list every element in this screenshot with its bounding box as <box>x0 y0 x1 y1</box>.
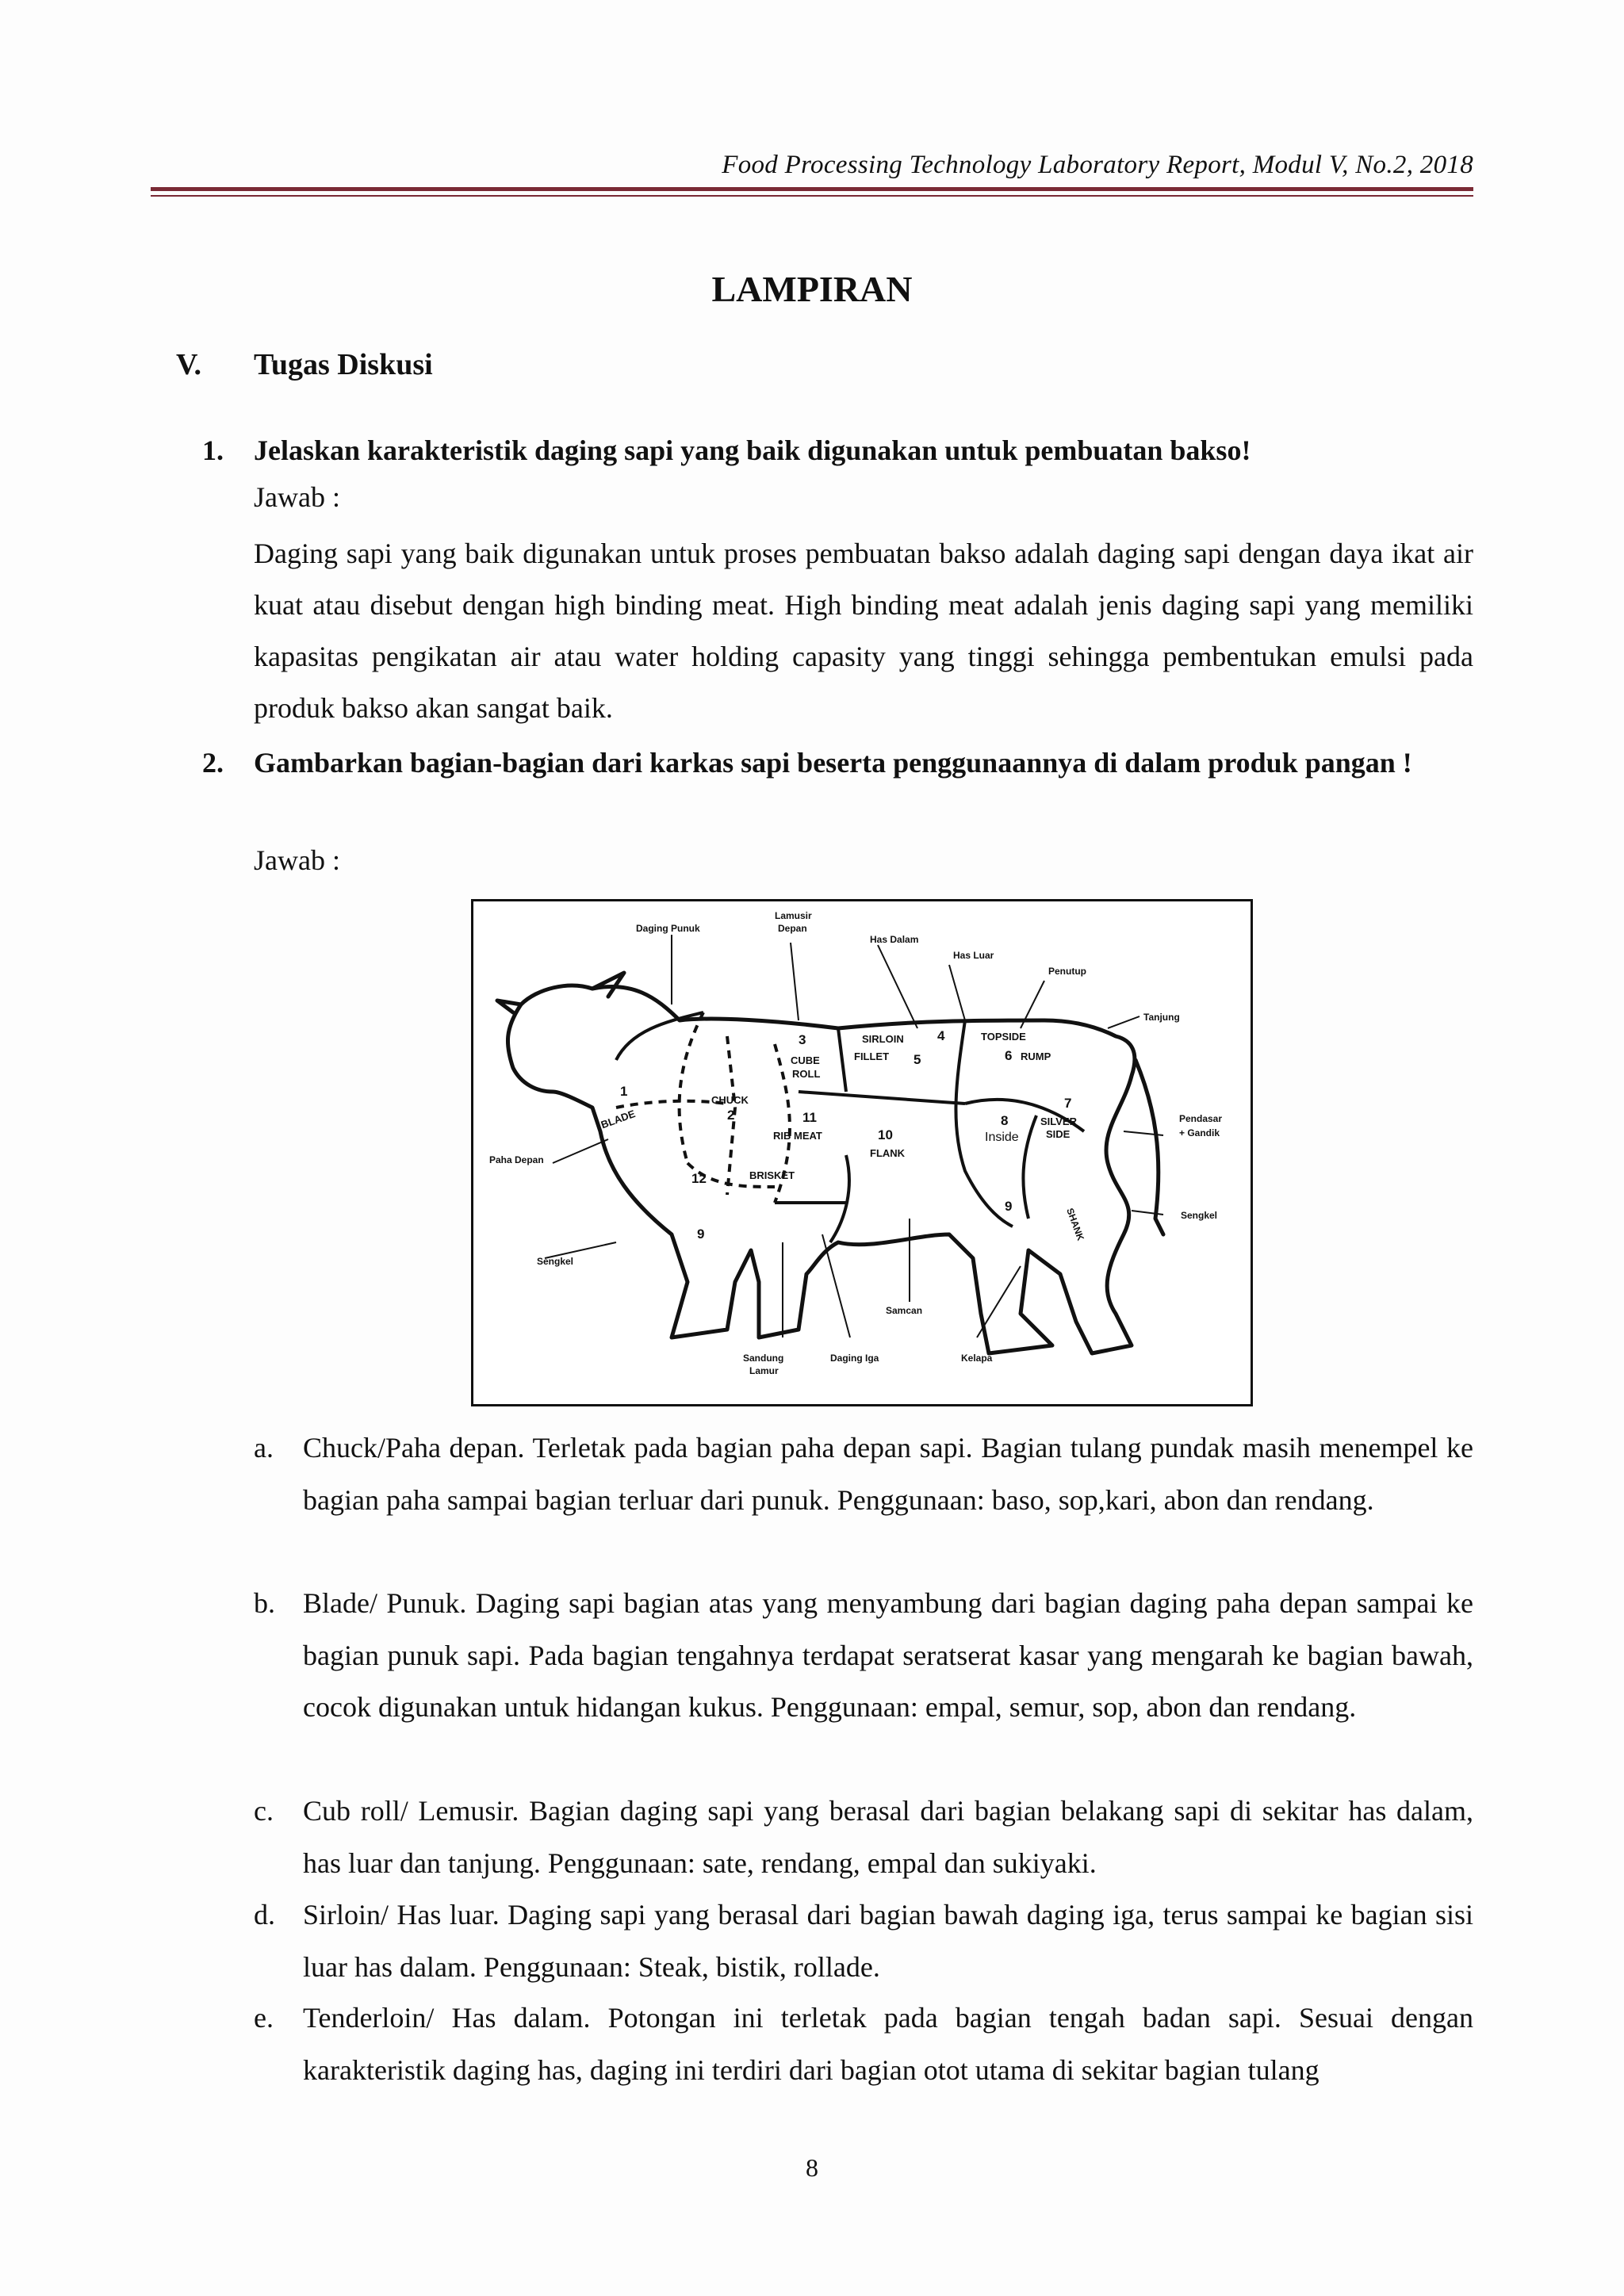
cut-8-number: 8 <box>1001 1113 1009 1128</box>
list-item-letter: e. <box>254 2002 274 2034</box>
q1-number: 1. <box>202 434 224 466</box>
cut-6-number: 6 <box>1005 1048 1013 1063</box>
page-title: LAMPIRAN <box>711 269 913 309</box>
cut-brisket-label: BRISKET <box>749 1169 795 1181</box>
list-item-letter: c. <box>254 1795 274 1827</box>
label-lamur: Lamur <box>749 1365 779 1376</box>
cut-inside-label: Inside <box>985 1131 1019 1144</box>
q1-question: Jelaskan karakteristik daging sapi yang baik digunakan untuk pembuatan bakso! <box>254 434 1251 466</box>
label-paha-depan: Paha Depan <box>489 1154 544 1165</box>
cut-flank-label: FLANK <box>870 1147 906 1159</box>
q2-answer-label: Jawab : <box>254 844 340 876</box>
q1-answer-label: Jawab : <box>254 481 340 513</box>
cut-11-number: 11 <box>802 1110 817 1125</box>
cut-shank-label: SHANK <box>1064 1206 1086 1242</box>
cut-5-number: 5 <box>914 1052 921 1067</box>
label-has-luar: Has Luar <box>953 950 994 961</box>
header-rule-thick <box>151 187 1473 191</box>
list-item-c <box>254 1785 1473 1889</box>
label-sengkel-left: Sengkel <box>537 1256 574 1267</box>
header-rule-thin <box>151 195 1473 197</box>
cut-cube-label: CUBE <box>791 1054 820 1066</box>
label-gandik: + Gandik <box>1179 1127 1220 1138</box>
label-samcan: Samcan <box>886 1305 923 1316</box>
cut-9-front-number: 9 <box>697 1226 705 1242</box>
cut-rump-label: RUMP <box>1021 1050 1051 1062</box>
cut-blade-label: BLADE <box>599 1107 638 1131</box>
list-item-text: Blade/ Punuk. Daging sapi bagian atas yang menyambung dari bagian daging paha depan sampai ke bagian punuk sapi. Pada bagian tengahnya terdapat seratserat kasar yang mengarah ke bagian bawah, cocok digunakan untuk hidangan kukus. Penggunaan: empal, semur, sop, abon dan rendang. <box>303 1587 1473 1723</box>
cut-1-number: 1 <box>620 1084 628 1099</box>
cut-roll-label: ROLL <box>792 1068 821 1080</box>
list-item-letter: d. <box>254 1899 275 1931</box>
label-sengkel-right: Sengkel <box>1181 1210 1218 1221</box>
section-number: V. <box>176 348 202 381</box>
label-pendasar: Pendasar <box>1179 1113 1223 1124</box>
label-sandung: Sandung <box>743 1353 784 1364</box>
list-item-text: Sirloin/ Has luar. Daging sapi yang berasal dari bagian bawah daging iga, terus sampai ke bagian sisi luar has dalam. Penggunaan: Steak, bistik, rollade. <box>303 1899 1473 1983</box>
list-item-letter: a. <box>254 1432 274 1464</box>
running-header: Food Processing Technology Laboratory Report, Modul V, No.2, 2018 <box>722 151 1473 179</box>
cow-outline <box>508 985 1134 1353</box>
list-item-text: Tenderloin/ Has dalam. Potongan ini terletak pada bagian tengah badan sapi. Sesuai dengan karakteristik daging has, daging ini terdiri dari bagian otot utama di sekitar bagian tulang <box>303 2002 1473 2086</box>
cut-9-rear-number: 9 <box>1005 1199 1013 1214</box>
section-title: Tugas Diskusi <box>254 348 433 381</box>
cut-sirloin-label: SIRLOIN <box>862 1033 904 1045</box>
label-depan: Depan <box>778 923 807 934</box>
list-item-text: Chuck/Paha depan. Terletak pada bagian paha depan sapi. Bagian tulang pundak masih menempel ke bagian paha sampai bagian terluar dari punuk. Penggunaan: baso, sop,kari, abon dan rendang. <box>303 1432 1473 1516</box>
label-has-dalam: Has Dalam <box>870 934 919 945</box>
cut-fillet-label: FILLET <box>854 1050 890 1062</box>
label-tanjung: Tanjung <box>1143 1012 1180 1023</box>
list-item-a <box>254 1422 1473 1526</box>
beef-cuts-diagram <box>471 899 1253 1406</box>
q1-answer: Daging sapi yang baik digunakan untuk proses pembuatan bakso adalah daging sapi dengan daya ikat air kuat atau disebut dengan high binding meat. High binding meat adalah jenis daging sapi yang memiliki kapasitas pengikatan air atau water holding capasity yang tinggi sehingga pembentukan emulsi pada produk bakso akan sangat baik. <box>254 538 1473 724</box>
cut-4-number: 4 <box>937 1028 945 1043</box>
cut-ribmeat-label: RIB MEAT <box>773 1130 822 1142</box>
cut-10-number: 10 <box>878 1127 893 1142</box>
cut-side-label: SIDE <box>1046 1128 1071 1140</box>
q2-number: 2. <box>202 747 224 779</box>
q2-question: Gambarkan bagian-bagian dari karkas sapi beserta penggunaannya di dalam produk pangan ! <box>254 747 1412 779</box>
cut-7-number: 7 <box>1064 1096 1072 1111</box>
cut-3-number: 3 <box>799 1032 806 1047</box>
label-penutup: Penutup <box>1048 966 1086 977</box>
list-item-letter: b. <box>254 1587 275 1619</box>
cut-12-number: 12 <box>691 1171 707 1186</box>
list-item-b <box>254 1578 1473 1734</box>
page-number: 8 <box>806 2153 818 2182</box>
list-item-e <box>254 1992 1473 2096</box>
cut-2-number: 2 <box>727 1108 735 1123</box>
label-lamusir: Lamusir <box>775 910 812 921</box>
cut-chuck-label: CHUCK <box>711 1094 749 1106</box>
label-kelapa: Kelapa <box>961 1353 993 1364</box>
list-item-text: Cub roll/ Lemusir. Bagian daging sapi yang berasal dari bagian belakang sapi di sekitar has dalam, has luar dan tanjung. Penggunaan: sate, rendang, empal dan sukiyaki. <box>303 1795 1473 1879</box>
cut-silver-label: SILVER <box>1040 1115 1077 1127</box>
list-item-d <box>254 1889 1473 1993</box>
cut-topside-label: TOPSIDE <box>981 1031 1026 1043</box>
label-daging-iga: Daging Iga <box>830 1353 879 1364</box>
label-daging-punuk: Daging Punuk <box>636 923 700 934</box>
